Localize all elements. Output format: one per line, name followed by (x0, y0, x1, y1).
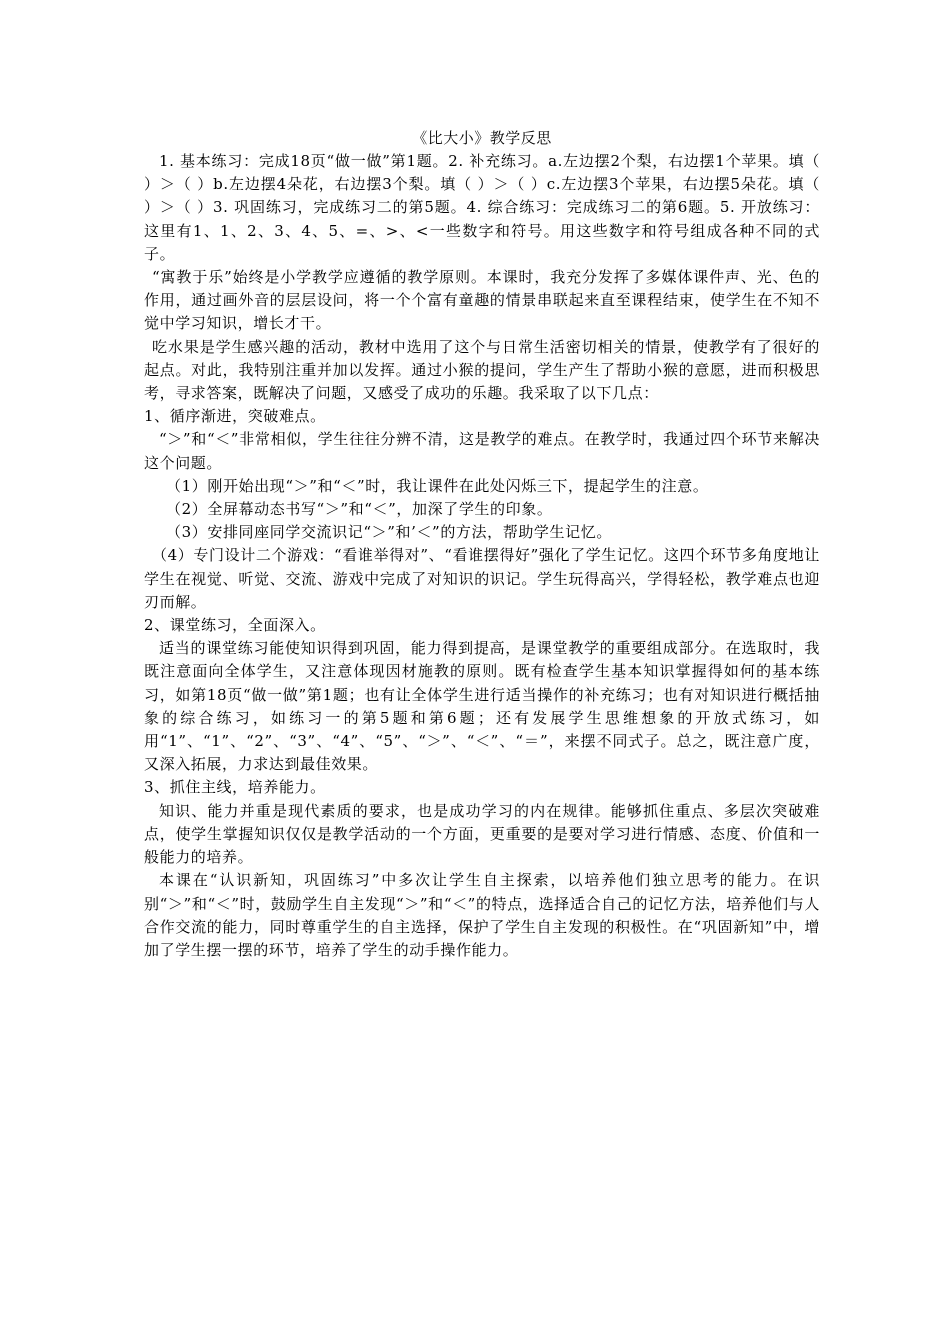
list-item-step-3: （3）安排同座同学交流识记“＞”和’＜”的方法，帮助学生记忆。 (166, 523, 612, 542)
paragraph-knowledge-ability: 知识、能力并重是现代素质的要求，也是成功学习的内在规律。能够抓住重点、多层次突破难点，使学生掌握知识仅仅是教学活动的一个方面，更重要的是要对学习进行情感、态度、价值和一般能力的培养。 (144, 801, 820, 867)
paragraph-teaching-principle: “寓教于乐”始终是小学教学应遵循的教学原则。本课时，我充分发挥了多媒体课件声、光、色的作用，通过画外音的层层设问，将一个个富有童趣的情景串联起来直至课程结束，使学生在不知不觉中学习知识，增长才干。 (144, 268, 820, 333)
document-title: 《比大小》教学反思 (412, 129, 552, 147)
paragraph-fruit-activity: 吃水果是学生感兴趣的活动，教材中选用了这个与日常生活密切相关的情景，使教学有了很好的起点。对此，我特别注重并加以发挥。通过小猴的提问，学生产生了帮助小猴的意愿，进而积极思考，寻求答案，既解决了问题，又感受了成功的乐趣。我采取了以下几点： (144, 337, 820, 403)
heading-point-2: 2、课堂练习，全面深入。 (144, 616, 326, 635)
document-page (144, 126, 820, 962)
paragraph-symbols-difficulty: “＞”和“＜”非常相似，学生往往分辨不清，这是教学的难点。在教学时，我通过四个环节来解决这个问题。 (144, 430, 820, 472)
heading-point-1: 1、循序渐进，突破难点。 (144, 407, 326, 426)
list-item-step-1: （1）刚开始出现“＞”和“＜”时，我让课件在此处闪烁三下，提起学生的注意。 (166, 476, 709, 495)
heading-point-3: 3、抓住主线，培养能力。 (144, 778, 326, 797)
list-item-step-2: （2）全屏幕动态书写“＞”和“＜”，加深了学生的印象。 (166, 500, 553, 519)
paragraph-classroom-practice: 适当的课堂练习能使知识得到巩固，能力得到提高，是课堂教学的重要组成部分。在选取时，我既注意面向全体学生，又注意体现因材施教的原则。既有检查学生基本知识掌握得如何的基本练习，如第18页“做一做”第1题；也有让全体学生进行适当操作的补充练习；也有对知识进行概括抽象的综合练习，如练习一的第5题和第6题；还有发展学生思维想象的开放式练习，如用“1”、“1”、“2”、“3”、“4”、“5”、“＞”、“＜”、“＝”，来摆不同式子。总之，既注意广度，又深入拓展，力求达到最佳效果。 (144, 639, 820, 774)
paragraph-self-exploration: 本课在“认识新知，巩固练习”中多次让学生自主探索，以培养他们独立思考的能力。在识别“＞”和“＜”时，鼓励学生自主发现“＞”和“＜”的特点，选择适合自己的记忆方法，培养他们与人合作交流的能力，同时尊重学生的自主选择，保护了学生自主发现的积极性。在“巩固新知”中，增加了学生摆一摆的环节，培养了学生的动手操作能力。 (144, 871, 820, 959)
list-item-step-4: （4）专门设计二个游戏：“看谁举得对”、“看谁摆得好”强化了学生记忆。这四个环节多角度地让学生在视觉、听觉、交流、游戏中完成了对知识的识记。学生玩得高兴，学得轻松，教学难点也迎刃而解。 (144, 546, 820, 611)
paragraph-exercises: 1. 基本练习：完成18页“做一做”第1题。2. 补充练习。a.左边摆2个梨，右边摆1个苹果。填（ ）＞（ ）b.左边摆4朵花，右边摆3个梨。填（ ）＞（ ）c.左边摆3个苹果，右边摆5朵花。填（ ）＞（ ）3. 巩固练习，完成练习二的第5题。4. 综合练习：完成练习二的第6题。5. 开放练习：这里有1、1、2、3、4、5、=、>、<一些数字和符号。用这些数字和符号组成各种不同的式子。 (144, 152, 820, 263)
